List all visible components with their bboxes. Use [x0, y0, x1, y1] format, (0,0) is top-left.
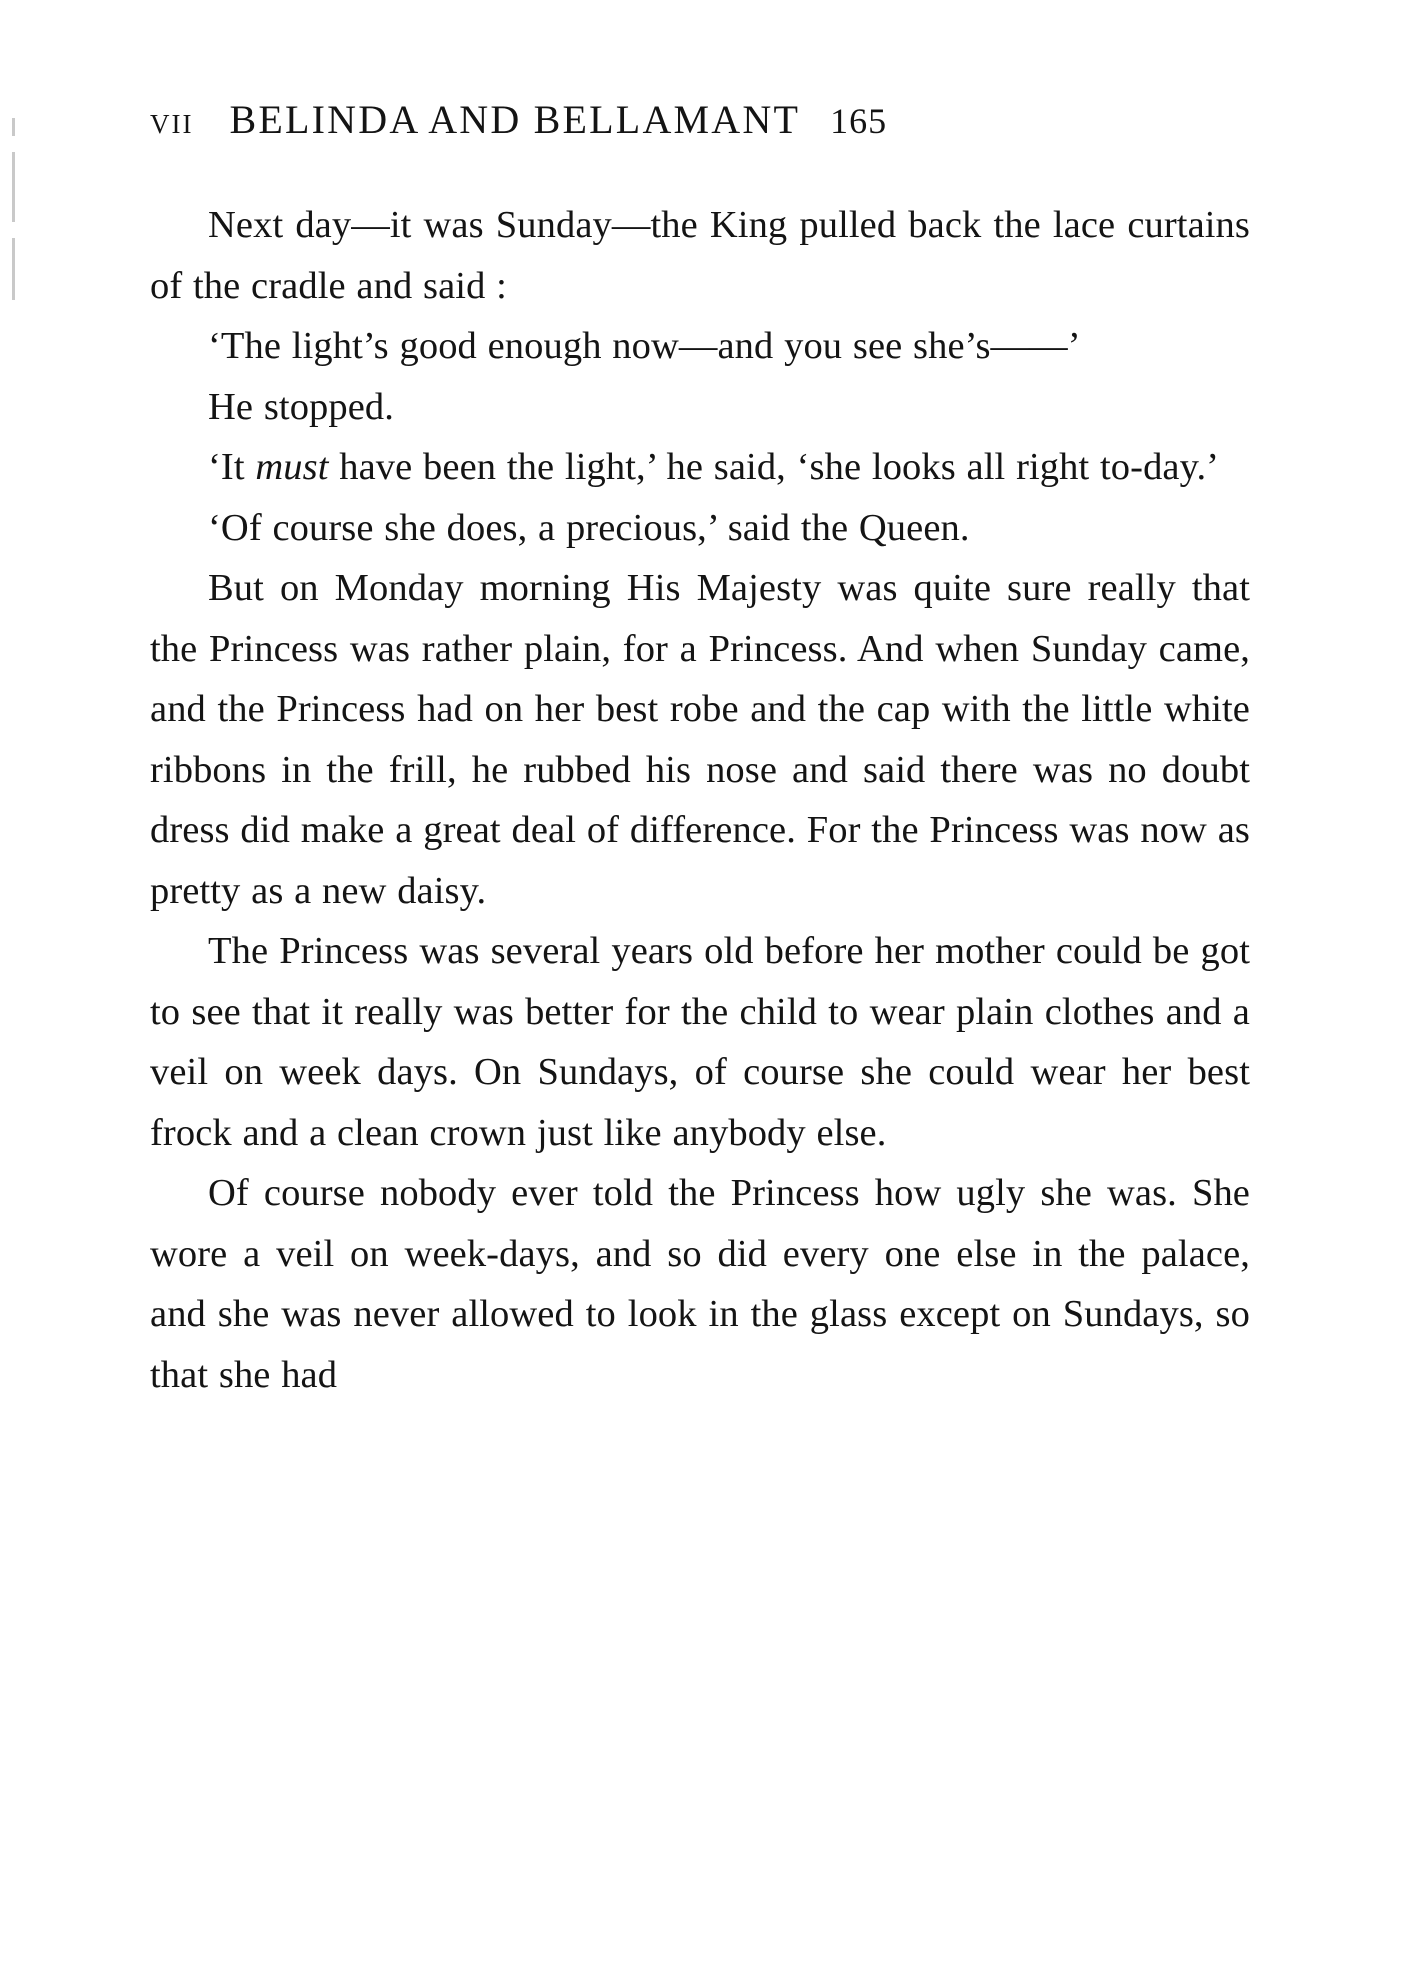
paragraph-text-before-emphasis: ‘It: [208, 446, 256, 488]
page-title: BELINDA AND BELLAMANT: [229, 97, 801, 142]
chapter-numeral: VII: [150, 109, 194, 139]
paragraph: He stopped.: [208, 385, 395, 428]
page-number: 165: [830, 101, 888, 141]
running-head: [150, 96, 1250, 143]
scan-artifact-mark: [12, 118, 15, 136]
scan-artifact-mark: [12, 238, 15, 300]
paragraph: [150, 437, 1250, 498]
paragraph: But on Monday morning His Majesty was quite sure really that the Princess was rather plain, for a Princess. And when Sunday came, and the Princess had on her best robe and the cap with the little white ribbons in the frill, he rubbed his nose and said there was no doubt dress did make a great deal of difference. For the Princess was now as pretty as a new daisy.: [150, 567, 1250, 912]
paragraph: Of course nobody ever told the Princess how ugly she was. She wore a veil on week-days, and so did every one else in the palace, and she was never allowed to look in the glass except on Sundays, so that she had: [150, 1172, 1250, 1396]
paragraph: Next day—it was Sunday—the King pulled back the lace curtains of the cradle and said :: [150, 204, 1250, 307]
emphasized-word: must: [255, 446, 329, 488]
scan-artifact-mark: [12, 152, 15, 222]
paragraph: The Princess was several years old before her mother could be got to see that it really was better for the child to wear plain clothes and a veil on week days. On Sundays, of course she could wear her best frock and a clean crown just like anybody else.: [150, 930, 1250, 1154]
paragraph: ‘The light’s good enough now—and you see she’s——’: [208, 325, 1081, 367]
paragraph-text-after-emphasis: have been the light,’ he said, ‘she looks all right to-day.’: [328, 446, 1220, 488]
page-content: [150, 96, 1250, 1405]
paragraph: ‘Of course she does, a precious,’ said the Queen.: [208, 506, 970, 549]
